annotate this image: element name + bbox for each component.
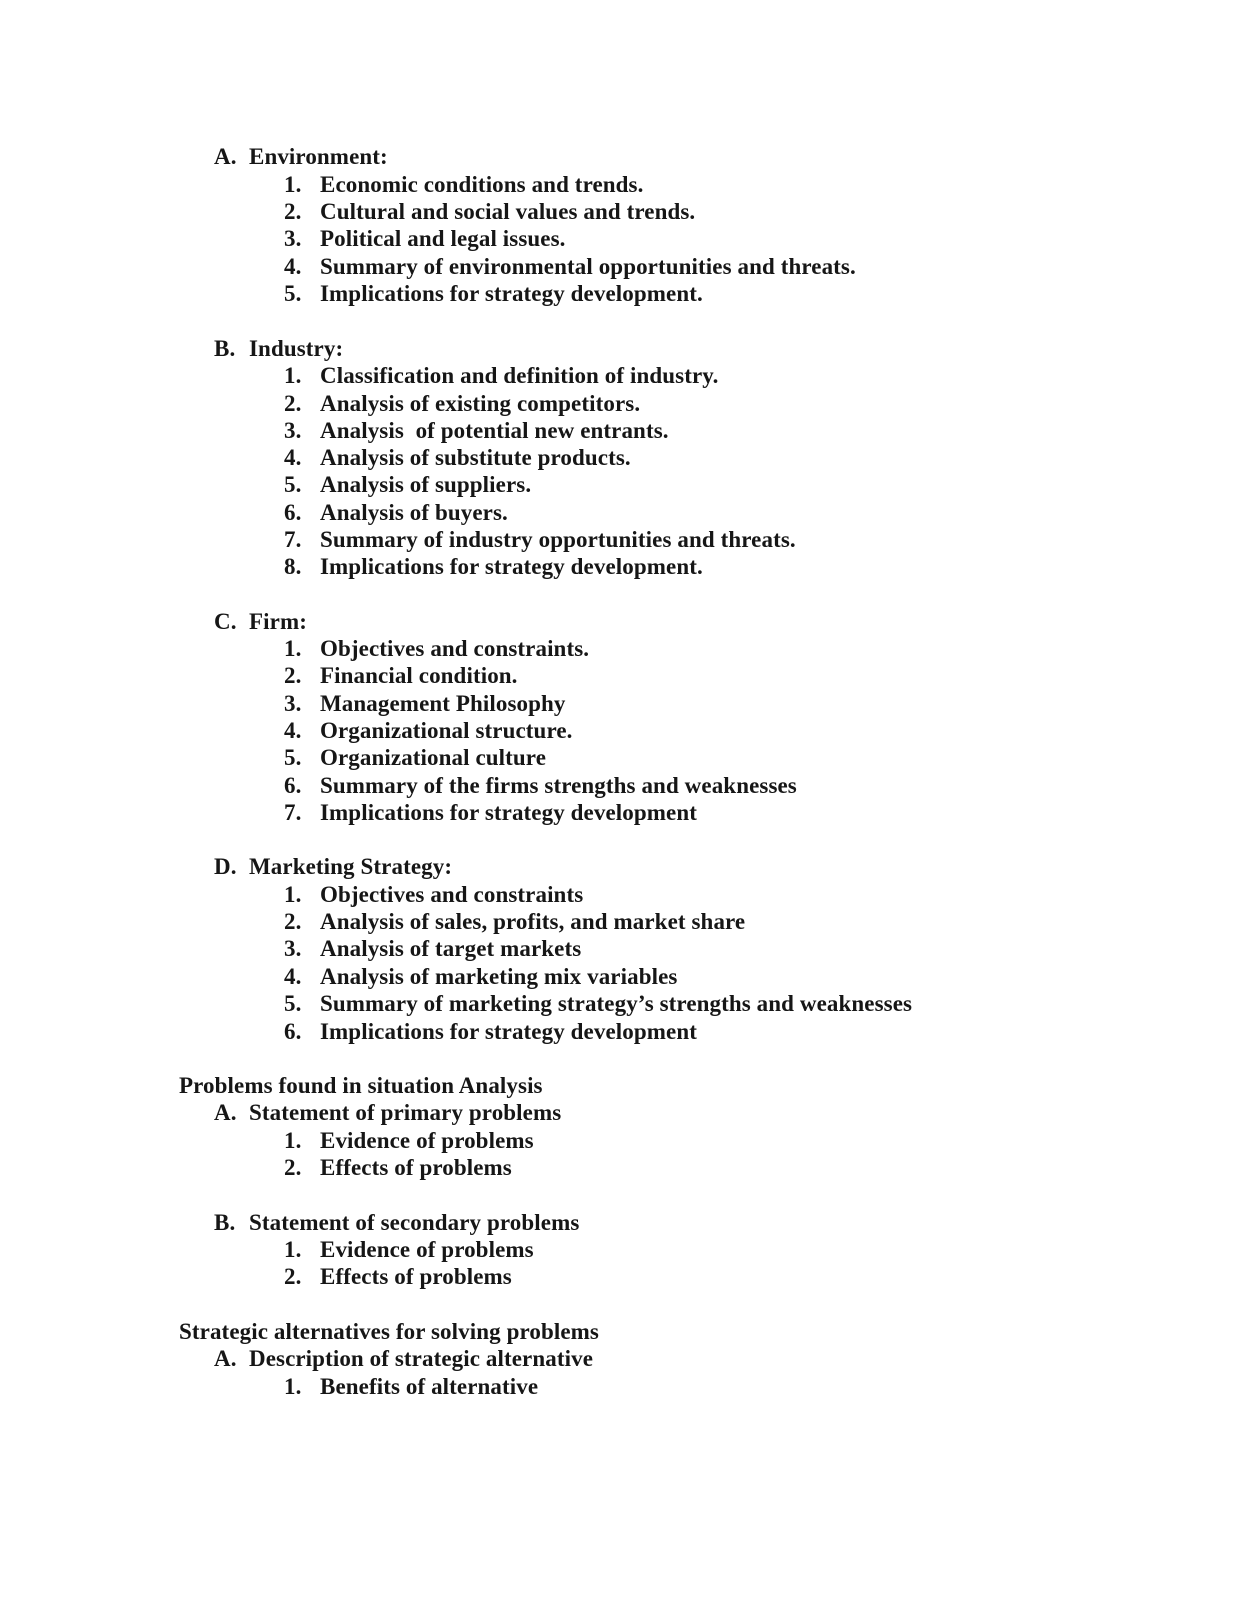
item-number: 5. xyxy=(284,472,302,497)
item-text: Summary of marketing strategy’s strengths and weaknesses xyxy=(320,991,913,1016)
list-item xyxy=(284,1127,534,1154)
item-number: 2. xyxy=(284,1155,302,1180)
list-item xyxy=(284,1154,512,1181)
item-number: 2. xyxy=(284,909,302,934)
list-item xyxy=(284,444,631,471)
item-number: 5. xyxy=(284,281,302,306)
list-item xyxy=(284,690,566,717)
item-text: Objectives and constraints xyxy=(320,882,584,907)
section-heading-firm xyxy=(214,608,307,635)
item-text: Objectives and constraints. xyxy=(320,636,590,661)
section-title: Statement of primary problems xyxy=(249,1100,562,1125)
list-item xyxy=(284,717,573,744)
item-text: Analysis of sales, profits, and market share xyxy=(320,909,746,934)
section-marker: D. xyxy=(214,854,237,879)
item-number: 2. xyxy=(284,199,302,224)
list-item xyxy=(284,171,643,198)
list-item xyxy=(284,225,566,252)
item-number: 6. xyxy=(284,500,302,525)
list-item xyxy=(284,881,583,908)
section-marker: A. xyxy=(214,144,237,169)
item-number: 3. xyxy=(284,936,302,961)
item-number: 5. xyxy=(284,991,302,1016)
list-item xyxy=(284,417,669,444)
item-text: Evidence of problems xyxy=(320,1128,534,1153)
item-text: Analysis of marketing mix variables xyxy=(320,964,678,989)
item-text: Summary of the firms strengths and weaknesses xyxy=(320,773,797,798)
item-text: Organizational culture xyxy=(320,745,547,770)
item-text: Analysis of existing competitors. xyxy=(320,391,641,416)
item-number: 4. xyxy=(284,445,302,470)
item-text: Effects of problems xyxy=(320,1155,512,1180)
item-number: 2. xyxy=(284,663,302,688)
item-number: 1. xyxy=(284,882,302,907)
list-item xyxy=(284,362,718,389)
item-number: 1. xyxy=(284,363,302,388)
subsection-heading-primary-problems xyxy=(214,1099,561,1126)
item-text: Classification and definition of industry. xyxy=(320,363,719,388)
section-title: Description of strategic alternative xyxy=(249,1346,594,1371)
item-number: 4. xyxy=(284,254,302,279)
subsection-heading-secondary-problems xyxy=(214,1209,579,1236)
section-title: Marketing Strategy: xyxy=(249,854,453,879)
section-heading-industry xyxy=(214,335,343,362)
list-item xyxy=(284,553,703,580)
item-text: Analysis of target markets xyxy=(320,936,582,961)
list-item xyxy=(284,744,546,771)
list-item xyxy=(284,499,508,526)
list-item xyxy=(284,990,912,1017)
item-number: 3. xyxy=(284,226,302,251)
item-number: 1. xyxy=(284,1237,302,1262)
item-text: Summary of environmental opportunities and threats. xyxy=(320,254,856,279)
item-text: Benefits of alternative xyxy=(320,1374,539,1399)
section-marker: A. xyxy=(214,1100,237,1125)
alternatives-heading: Strategic alternatives for solving problems xyxy=(179,1319,599,1344)
list-item xyxy=(284,1236,534,1263)
item-text: Analysis of potential new entrants. xyxy=(320,418,669,443)
item-number: 7. xyxy=(284,800,302,825)
section-heading-marketing-strategy xyxy=(214,853,452,880)
list-item xyxy=(284,471,531,498)
section-marker: B. xyxy=(214,1210,236,1235)
item-text: Implications for strategy development. xyxy=(320,554,703,579)
item-number: 2. xyxy=(284,1264,302,1289)
list-item xyxy=(284,772,797,799)
item-number: 1. xyxy=(284,1128,302,1153)
item-text: Political and legal issues. xyxy=(320,226,566,251)
section-marker: C. xyxy=(214,609,237,634)
list-item xyxy=(284,280,703,307)
list-item xyxy=(284,662,518,689)
item-text: Management Philosophy xyxy=(320,691,566,716)
section-marker: B. xyxy=(214,336,236,361)
item-text: Implications for strategy development. xyxy=(320,281,703,306)
section-title: Environment: xyxy=(249,144,388,169)
list-item xyxy=(284,1263,512,1290)
item-number: 5. xyxy=(284,745,302,770)
item-text: Implications for strategy development xyxy=(320,1019,697,1044)
list-item xyxy=(284,1018,697,1045)
item-text: Summary of industry opportunities and threats. xyxy=(320,527,796,552)
item-text: Financial condition. xyxy=(320,663,518,688)
subsection-heading-strategic-alternative xyxy=(214,1345,593,1372)
list-item xyxy=(284,963,677,990)
item-number: 1. xyxy=(284,172,302,197)
item-text: Cultural and social values and trends. xyxy=(320,199,696,224)
section-title: Statement of secondary problems xyxy=(249,1210,580,1235)
item-number: 6. xyxy=(284,773,302,798)
item-text: Effects of problems xyxy=(320,1264,512,1289)
list-item xyxy=(284,635,589,662)
item-number: 6. xyxy=(284,1019,302,1044)
list-item xyxy=(284,935,581,962)
list-item xyxy=(284,390,640,417)
section-heading-environment xyxy=(214,143,388,170)
item-text: Evidence of problems xyxy=(320,1237,534,1262)
item-number: 1. xyxy=(284,1374,302,1399)
list-item xyxy=(284,1373,538,1400)
item-text: Implications for strategy development xyxy=(320,800,697,825)
item-number: 4. xyxy=(284,718,302,743)
item-number: 2. xyxy=(284,391,302,416)
item-number: 7. xyxy=(284,527,302,552)
problems-heading: Problems found in situation Analysis xyxy=(179,1073,543,1098)
item-number: 8. xyxy=(284,554,302,579)
section-marker: A. xyxy=(214,1346,237,1371)
item-number: 1. xyxy=(284,636,302,661)
item-number: 3. xyxy=(284,691,302,716)
item-text: Analysis of buyers. xyxy=(320,500,508,525)
section-title: Firm: xyxy=(249,609,307,634)
item-number: 4. xyxy=(284,964,302,989)
list-item xyxy=(284,526,796,553)
item-text: Analysis of substitute products. xyxy=(320,445,631,470)
item-text: Economic conditions and trends. xyxy=(320,172,644,197)
section-title: Industry: xyxy=(249,336,344,361)
list-item xyxy=(284,908,745,935)
item-number: 3. xyxy=(284,418,302,443)
item-text: Analysis of suppliers. xyxy=(320,472,532,497)
list-item xyxy=(284,253,856,280)
item-text: Organizational structure. xyxy=(320,718,573,743)
list-item xyxy=(284,799,697,826)
list-item xyxy=(284,198,695,225)
